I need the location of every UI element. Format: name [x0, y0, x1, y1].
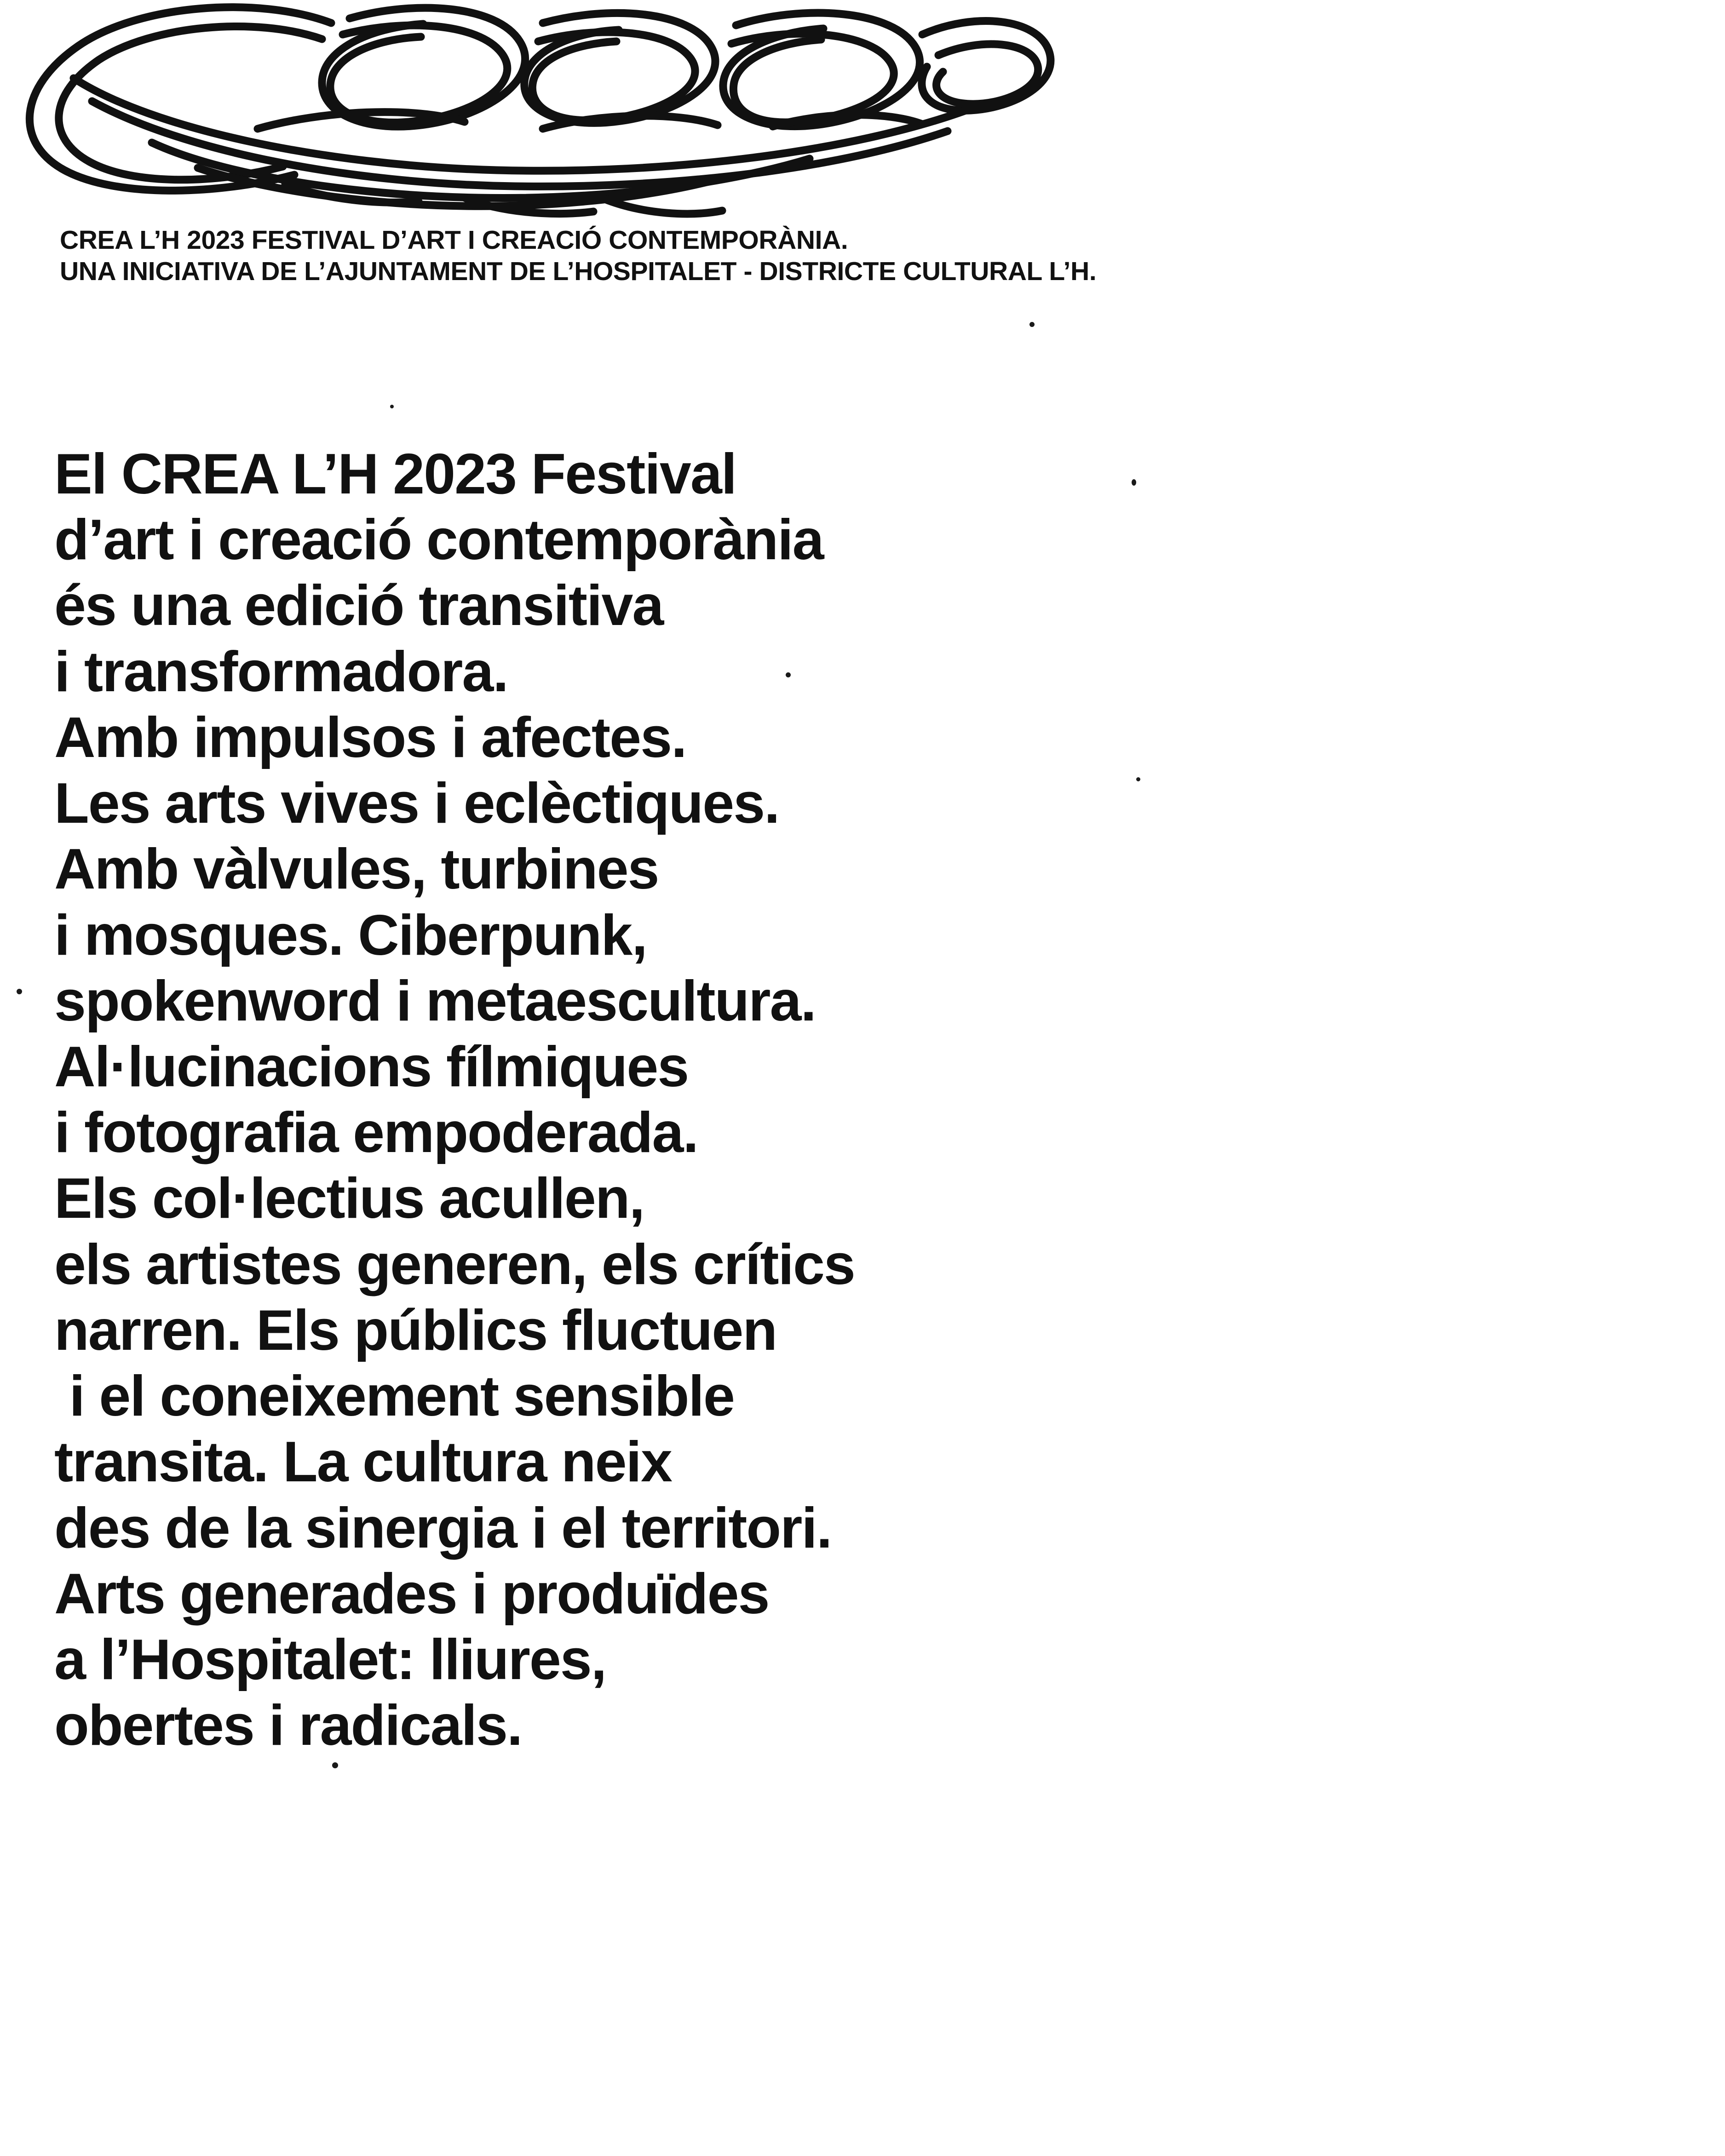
statement-line: Amb impulsos i afectes.: [54, 705, 686, 769]
statement-line: Les arts vives i eclèctiques.: [54, 772, 779, 836]
statement-line: transita. La cultura neix: [54, 1430, 672, 1494]
statement-line: Al·lucinacions fílmiques: [54, 1035, 689, 1099]
dust-speck: [786, 672, 791, 677]
dust-speck: [1029, 322, 1035, 327]
dust-speck: [332, 1762, 338, 1768]
statement-line: i fotografia empoderada.: [54, 1101, 698, 1165]
crea-lh-script-logo-icon: [0, 0, 1242, 230]
dust-speck: [1132, 479, 1136, 486]
statement-line: i transformadora.: [54, 640, 508, 704]
dust-speck: [17, 989, 22, 994]
statement-block: [54, 442, 1664, 1759]
credit-line-2: UNA INICIATIVA DE L’AJUNTAMENT DE L’HOSPITALET - DISTRICTE CULTURAL L’H.: [60, 257, 1097, 287]
statement-line: d’art i creació contemporània: [54, 508, 823, 572]
statement-line: El CREA L’H 2023 Festival: [54, 442, 736, 506]
statement-line: i mosques. Ciberpunk,: [54, 903, 647, 967]
statement-line: Els col·lectius acullen,: [54, 1167, 644, 1231]
statement-line: i el coneixement sensible: [54, 1365, 734, 1428]
statement-line: Amb vàlvules, turbines: [54, 837, 659, 901]
statement-line: els artistes generen, els crítics: [54, 1233, 855, 1296]
logo-container: [0, 0, 1242, 230]
statement-line: narren. Els públics fluctuen: [54, 1298, 777, 1362]
statement-line: Arts generades i produïdes: [54, 1562, 769, 1626]
statement-line: des de la sinergia i el territori.: [54, 1496, 832, 1560]
statement-line: a l’Hospitalet: lliures,: [54, 1628, 606, 1692]
credit-line-1: CREA L’H 2023 FESTIVAL D’ART I CREACIÓ CONTEMPORÀNIA.: [60, 225, 848, 255]
statement-line: és una edició transitiva: [54, 574, 663, 638]
statement-line: spokenword i metaescultura.: [54, 969, 816, 1033]
dust-speck: [1136, 777, 1140, 781]
statement-line: obertes i radicals.: [54, 1694, 522, 1758]
credits-block: [60, 224, 1624, 287]
dust-speck: [390, 405, 394, 408]
